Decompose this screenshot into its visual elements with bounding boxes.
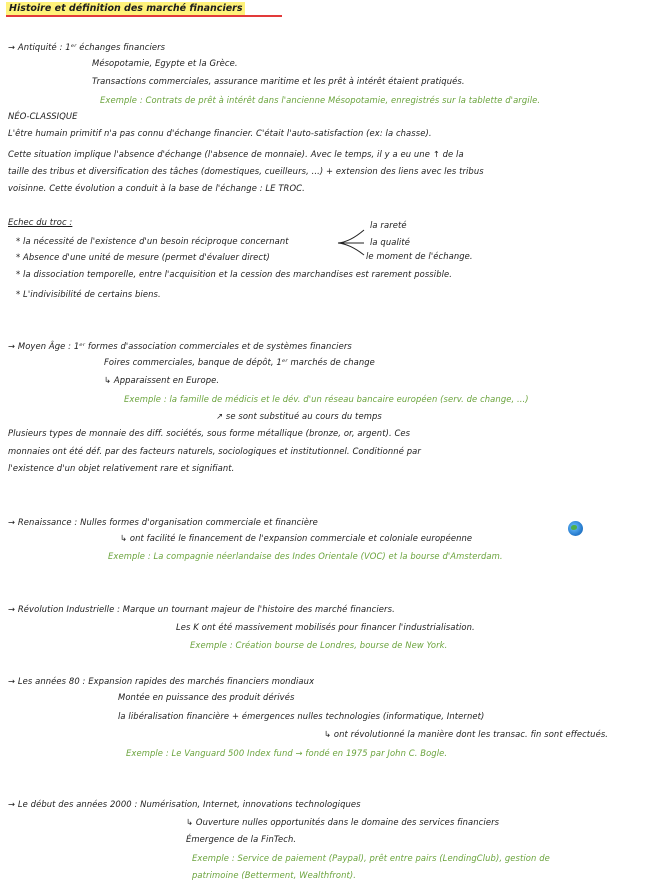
note-line: ↳ ont révolutionné la manière dont les transac. fin sont effectués. xyxy=(324,729,609,739)
note-line: → Le début des années 2000 : Numérisation, Internet, innovations technologiques xyxy=(8,799,361,809)
note-line: * L'indivisibilité de certains biens. xyxy=(16,289,161,299)
note-line: → Révolution Industrielle : Marque un tournant majeur de l'histoire des marché financiers. xyxy=(8,604,395,614)
title-underline xyxy=(6,15,282,17)
note-line: Émergence de la FinTech. xyxy=(186,834,297,844)
note-line: Les K ont été massivement mobilisés pour financer l'industrialisation. xyxy=(176,622,475,632)
troc-branch-arrows xyxy=(336,228,366,258)
example-line: Exemple : Le Vanguard 500 Index fund → fondé en 1975 par John C. Bogle. xyxy=(126,748,448,758)
note-line: ↳ ont facilité le financement de l'expansion commerciale et coloniale européenne xyxy=(120,533,473,543)
note-line: Mésopotamie, Egypte et la Grèce. xyxy=(92,58,238,68)
note-line: Plusieurs types de monnaie des diff. sociétés, sous forme métallique (bronze, or, argent). Ces xyxy=(8,428,411,438)
note-line: * Absence d'une unité de mesure (permet d'évaluer direct) xyxy=(16,252,270,262)
note-line: voisinne. Cette évolution a conduit à la base de l'échange : LE TROC. xyxy=(8,183,305,193)
note-line: l'existence d'un objet relativement rare et signifiant. xyxy=(8,463,235,473)
note-line: Echec du troc : xyxy=(8,217,73,227)
note-line: ↳ Ouverture nulles opportunités dans le domaine des services financiers xyxy=(186,817,500,827)
note-line: L'être humain primitif n'a pas connu d'échange financier. C'était l'auto-satisfaction (ex: la chasse). xyxy=(8,128,432,138)
note-line: Cette situation implique l'absence d'échange (l'absence de monnaie). Avec le temps, il y a eu une ↑ de la xyxy=(8,149,464,159)
note-line: * la nécessité de l'existence d'un besoin réciproque concernant xyxy=(16,236,289,246)
page-title: Histoire et définition des marché financiers xyxy=(6,2,245,15)
note-line: la rareté xyxy=(370,220,407,230)
note-line: → Les années 80 : Expansion rapides des marchés financiers mondiaux xyxy=(8,676,315,686)
globe-icon xyxy=(568,521,583,536)
note-line: NÉO-CLASSIQUE xyxy=(8,111,78,121)
note-line: Montée en puissance des produit dérivés xyxy=(118,692,295,702)
note-line: → Renaissance : Nulles formes d'organisation commerciale et financière xyxy=(8,517,318,527)
example-line: Exemple : Contrats de prêt à intérêt dans l'ancienne Mésopotamie, enregistrés sur la tablette d'argile. xyxy=(100,95,541,105)
example-line: Exemple : Service de paiement (Paypal), prêt entre pairs (LendingClub), gestion de xyxy=(192,853,550,863)
note-line: la qualité xyxy=(370,237,410,247)
note-line: ↳ Apparaissent en Europe. xyxy=(104,375,220,385)
note-line: ↗ se sont substitué au cours du temps xyxy=(216,411,382,421)
note-line: → Moyen Âge : 1ᵉʳ formes d'association commerciales et de systèmes financiers xyxy=(8,341,352,351)
note-line: Transactions commerciales, assurance maritime et les prêt à intérêt étaient pratiqués. xyxy=(92,76,465,86)
note-line: taille des tribus et diversification des tâches (domestiques, cueilleurs, ...) + extension des liens avec les tribus xyxy=(8,166,484,176)
note-line: * la dissociation temporelle, entre l'acquisition et la cession des marchandises est rarement possible. xyxy=(16,269,453,279)
note-line: monnaies ont été déf. par des facteurs naturels, sociologiques et institutionnel. Conditionné par xyxy=(8,446,421,456)
example-line: Exemple : Création bourse de Londres, bourse de New York. xyxy=(190,640,448,650)
example-line: patrimoine (Betterment, Wealthfront). xyxy=(192,870,357,880)
note-line: la libéralisation financière + émergences nulles technologies (informatique, Internet) xyxy=(118,711,485,721)
example-line: Exemple : la famille de médicis et le dév. d'un réseau bancaire européen (serv. de change, ...) xyxy=(124,394,529,404)
example-line: Exemple : La compagnie néerlandaise des Indes Orientale (VOC) et la bourse d'Amsterdam. xyxy=(108,551,503,561)
note-line: Foires commerciales, banque de dépôt, 1ᵉʳ marchés de change xyxy=(104,357,375,367)
note-line: le moment de l'échange. xyxy=(366,251,473,261)
note-line: → Antiquité : 1ᵉʳ échanges financiers xyxy=(8,42,166,52)
